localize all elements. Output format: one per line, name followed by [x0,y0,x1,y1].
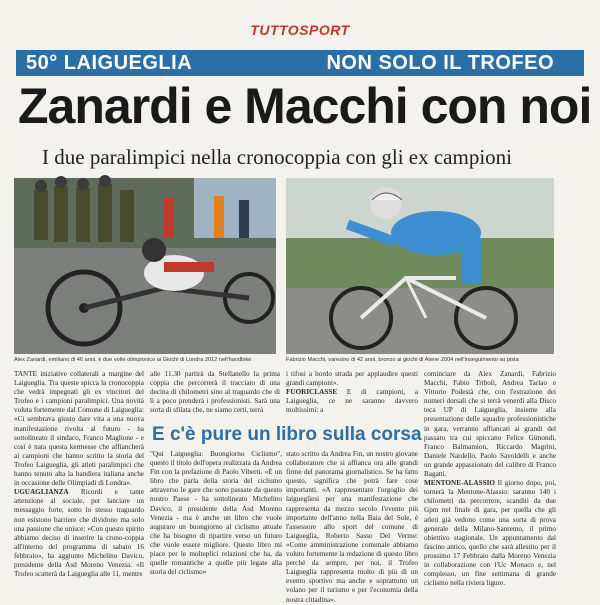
photo-zanardi [14,178,276,354]
photo-zanardi-caption: Alex Zanardi, emiliano di 46 anni, è due volte olimpionico ai Giochi di Londra 2012 nell'handbike [14,357,252,363]
article-column-4 [424,370,556,590]
masthead-logo: TUTTOSPORT [250,22,350,38]
article-text: alle 11.30 partirà da Stellanello la prima coppia che percorrerà il tracciato di una decina di chilometri sino al traguardo che di lì a poco prenderà i professionisti. Sarà una sorta di sfilata che, ne siamo certi, terrà [150,370,280,415]
article-column-2 [150,370,280,430]
article-text: E di campioni, a Laigueglia, ce ne saranno davvero moltissimi: a [286,388,419,415]
article-subheading: UGUAGLIANZA [14,488,69,497]
box-text: "Qui Laigueglia: Buongiorno Ciclismo", questo il titolo dell'opera realizzata da Andrea Fin con la prefazione di Paolo Viberti. «È un libro che parla della storia del ciclismo attraverso le gare che sono passate da questo nostro Paese - ha sottolineato Michelino Davico, il presidente della Asd Moreno Veneziа - ma è anche un libro che vuole augurare un buongiorno al ciclismo attuale che ha bisogno di ripartire verso un futuro che vuole essere migliore. Questo libro mi piace per le molteplici relazioni che ha, da quelle romantiche a quelle più legate alla storia del ciclismo» [150,450,282,577]
banner-right-text: NON SOLO IL TROFEO [326,52,554,74]
box-title: E c'è pure un libro sulla corsa [152,424,422,445]
box-text: stato scritto da Andrea Fin, un nostro giovane collaboratore che si affianca ora alle grandi firme del panorama giornalistico. Se ha fatto questo, significa che potrà fare cose importanti. «A rappresentare l'orgoglio dei laiguegliesi per una manifestazione che rappresenta da mezzo secolo l'evento più importante dell'anno nella Baia del Sole, è l'assessore allo sport del comune di Laigueglia, Roberto Sasso Del Verme: «Come amministrazione comunale abbiamo voluto fortemente la redazione di questo libro perché da sempre, per noi, il Trofeo Laigueglia rappresenta molto di più di un evento sportivo ma anche e soprattutto un volano per il turismo e per l'economia della nostra cittadina». [286,450,418,604]
photo-macchi-image [286,178,554,354]
article-text: i tifosi a bordo strada per applaudire questi grandi campioni». [286,370,418,388]
photo-zanardi-image [14,178,276,354]
article-subheading: MENTONE-ALASSIO [424,479,495,488]
masthead [0,22,600,40]
box-column-1 [150,450,282,590]
subheadline: I due paralimpici nella cronocoppia con gli ex campioni [42,145,512,169]
banner-left-text: 50° LAIGUEGLIA [26,52,193,74]
section-banner [16,50,584,76]
article-column-1 [14,370,144,590]
article-text: cominciare da Alex Zanardi, Fabrizio Macchi, Fabio Triboli, Andrea Tarlao e Vittorio Podestà che, con l'estrazione dei numeri dorsali che si terrà venerdì alla Disco teca UP di Laigueglia, insieme alla presentazione delle squadre professionistiche in gara, verranno affiancati ai grandi del passato tra cui spiccano Felice Gimondi, Franco Balmamion, Riccardo Magrini, Daniele Nardello, Paolo Savoldelli e anche un grande appassionato del calibro di Franco Bagatti. [424,370,556,479]
headline: Zanardi e Macchi con noi [18,78,592,134]
article-subheading: FUORICLASSE [286,388,338,397]
photo-macchi-caption: Fabrizio Macchi, varesino di 42 anni, bronzo ai giochi di Atene 2004 nell'inseguimento su pista [286,357,519,363]
article-text: Il giorno dopo, poi, tornerà la Mentone-Alassio: saranno 140 i chilometri da percorrere, scanditi da due Gpm nel finale di gara, per quella che gli atleti già vedono come una sorta di prova generale della Milano-Sanremo, il primo obiettivo stagionale. Un appuntamento dal fascino antico, quello che sarà allestito per il prossimo 17 Febbraio dalla Moreno Veneziа in collaborazione con l'Uc Monaco e, nel complesso, un fine settimana di grande ciclismo nella riviera ligure. [424,479,557,588]
photo-macchi [286,178,554,354]
article-text: TANTE iniziative collaterali a margine del Laigueglia. Tra queste spicca la cronocoppia che vedrà impegnati gli ex vincitori del Trofeo e i campioni paralimpici. Una novità voluta fortemente dal Comune di Laigueglia: «Ci sembrava giusto dare vita a una nuova manifestazione rivolta al futuro - ha sottolineato il sindaco, Franco Maglione - e così è nata questa kermesse che affiancherà ai campioni che hanno scritto la storia del Trofeo Laigueglia, gli atleti paralimpici che hanno tenuto alta la bandiera italiana anche in occasione delle Olimpiadi di Londra». [14,370,144,488]
article-column-3 [286,370,418,430]
box-column-2 [286,450,418,604]
article-text: Ricordi e tante attenzione al sociale, per lanciare un messaggio forte, sotto lo stesso traguardo non esistono barriere che dividono ma solo una passione che unisce: «Con questo spirito abbiamo deciso di inserire la crono-coppia all'interno del programma di sabato 16 febbraio», ha aggiunto Michelino Davico, presidente della Asd Moreno Veneziа. «Il Trofeo scatterà da Laigueglia alle 11, mentre [14,488,144,579]
